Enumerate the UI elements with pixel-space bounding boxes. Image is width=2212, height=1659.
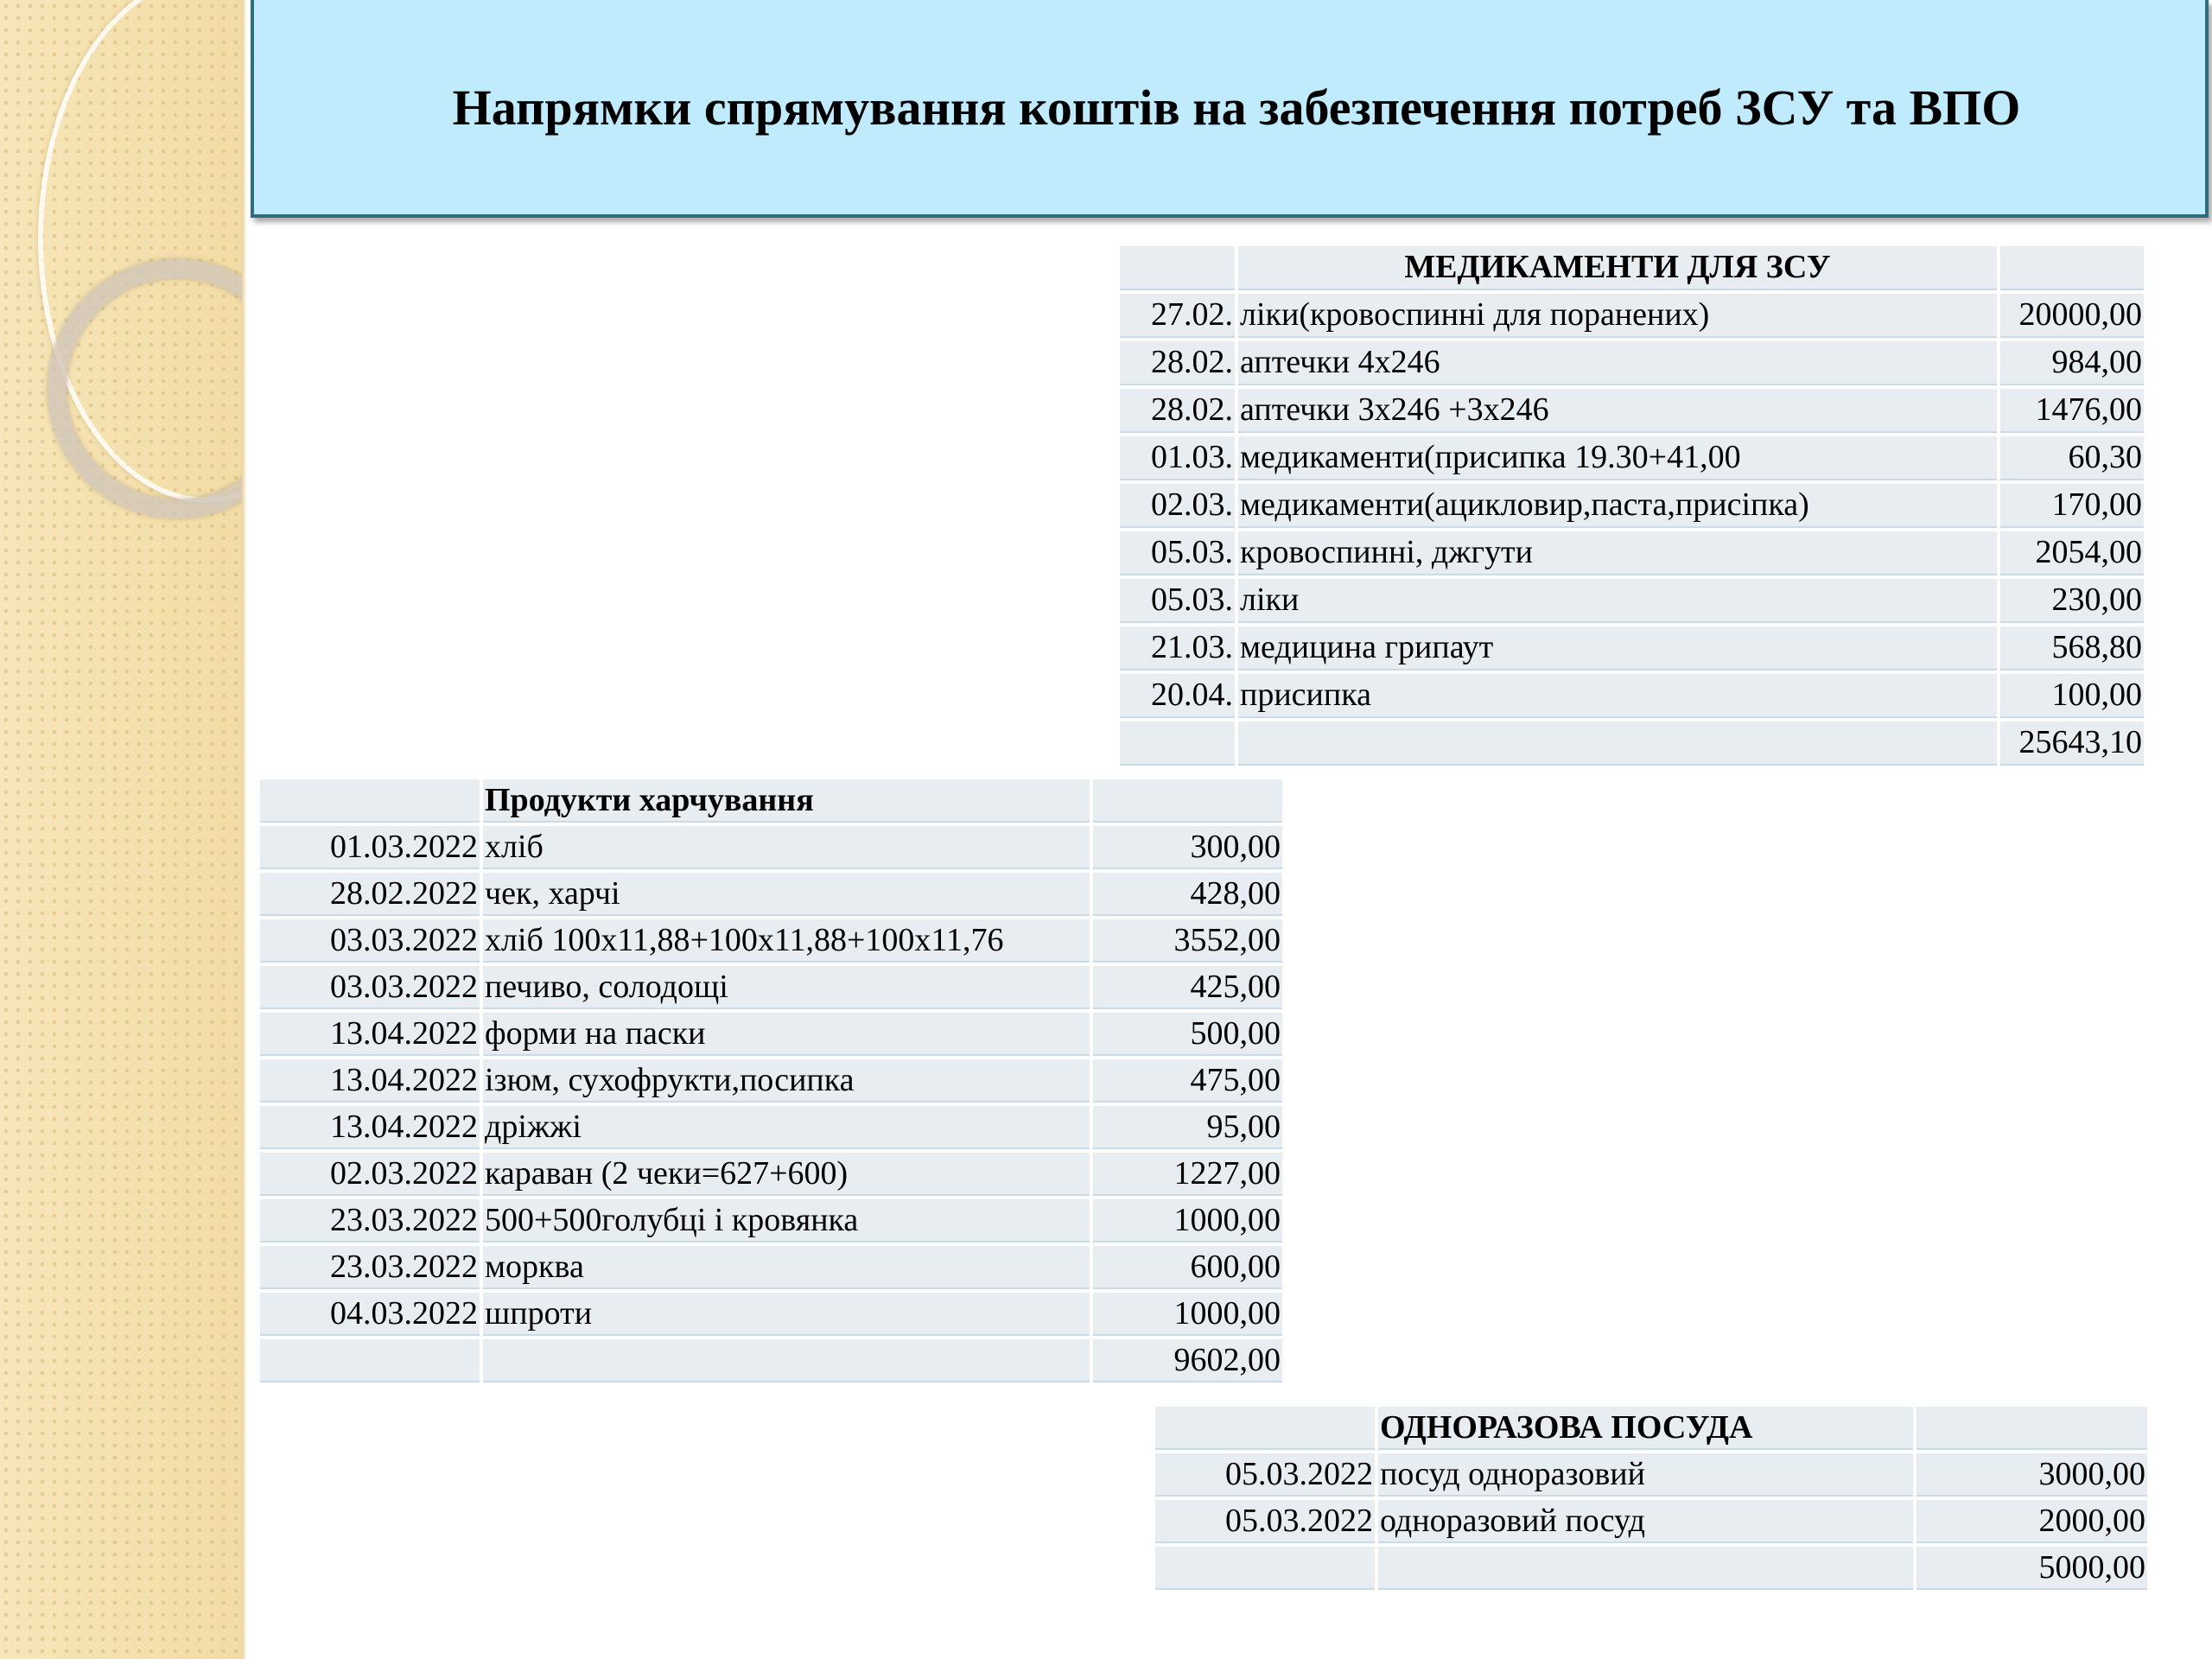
amount-cell: 3000,00 [1916,1453,2147,1497]
date-cell: 05.03. [1120,531,1235,575]
amount-cell: 170,00 [2000,484,2144,528]
header-cell [1916,1407,2147,1450]
table-row [1120,436,2144,480]
date-cell: 20.04. [1120,674,1235,718]
table-row [1120,674,2144,718]
table-header-row [1120,246,2144,290]
date-cell: 23.03.2022 [260,1199,480,1243]
date-cell: 13.04.2022 [260,1013,480,1056]
food-total: 9602,00 [1093,1339,1282,1382]
amount-cell: 230,00 [2000,579,2144,623]
date-cell: 05.03. [1120,579,1235,623]
table-row [1120,389,2144,433]
header-cell [260,779,480,823]
table-row [1120,341,2144,385]
table-row [1120,579,2144,623]
amount-cell: 60,30 [2000,436,2144,480]
item-cell: аптечки 3х246 +3х246 [1238,389,1997,433]
title-box [251,0,2209,218]
table-row [260,1013,1282,1056]
table-row [1155,1453,2147,1497]
total-row [260,1339,1282,1382]
date-cell: 03.03.2022 [260,919,480,963]
dishes-header: ОДНОРАЗОВА ПОСУДА [1378,1407,1913,1450]
item-cell: одноразовий посуд [1378,1500,1913,1543]
table-row [260,1106,1282,1149]
date-cell: 04.03.2022 [260,1293,480,1336]
header-cell [1120,246,1235,290]
table-row [260,966,1282,1009]
amount-cell: 984,00 [2000,341,2144,385]
date-cell: 28.02. [1120,341,1235,385]
dishes-total: 5000,00 [1916,1547,2147,1590]
empty-cell [1238,721,1997,766]
food-header: Продукти харчування [483,779,1090,823]
header-cell [2000,246,2144,290]
date-cell: 05.03.2022 [1155,1453,1375,1497]
table-row [260,1059,1282,1103]
date-cell: 21.03. [1120,626,1235,671]
amount-cell: 2054,00 [2000,531,2144,575]
amount-cell: 95,00 [1093,1106,1282,1149]
amount-cell: 1000,00 [1093,1293,1282,1336]
table-row [1155,1500,2147,1543]
item-cell: чек, харчі [483,873,1090,916]
amount-cell: 475,00 [1093,1059,1282,1103]
amount-cell: 300,00 [1093,826,1282,869]
amount-cell: 425,00 [1093,966,1282,1009]
table-row [260,1246,1282,1289]
header-cell [1093,779,1282,823]
item-cell: посуд одноразовий [1378,1453,1913,1497]
table-row [1120,294,2144,338]
item-cell: ліки [1238,579,1997,623]
empty-cell [483,1339,1090,1382]
date-cell: 02.03.2022 [260,1153,480,1196]
empty-cell [260,1339,480,1382]
item-cell: медицина грипаут [1238,626,1997,671]
amount-cell: 500,00 [1093,1013,1282,1056]
date-cell: 28.02.2022 [260,873,480,916]
date-cell: 27.02. [1120,294,1235,338]
slide-title: Напрямки спрямування коштів на забезпечення потреб ЗСУ та ВПО [452,79,2021,136]
amount-cell: 2000,00 [1916,1500,2147,1543]
item-cell: дріжжі [483,1106,1090,1149]
item-cell: ліки(кровоспинні для поранених) [1238,294,1997,338]
item-cell: шпроти [483,1293,1090,1336]
date-cell: 05.03.2022 [1155,1500,1375,1543]
date-cell: 03.03.2022 [260,966,480,1009]
total-row [1120,721,2144,766]
item-cell: караван (2 чеки=627+600) [483,1153,1090,1196]
amount-cell: 568,80 [2000,626,2144,671]
item-cell: медикаменти(ацикловир,паста,присіпка) [1238,484,1997,528]
table-row [260,826,1282,869]
date-cell: 01.03.2022 [260,826,480,869]
table-row [1120,531,2144,575]
amount-cell: 100,00 [2000,674,2144,718]
table-header-row [260,779,1282,823]
medicines-total: 25643,10 [2000,721,2144,766]
amount-cell: 1476,00 [2000,389,2144,433]
medicines-header: МЕДИКАМЕНТИ ДЛЯ ЗСУ [1238,246,1997,290]
table-row [260,919,1282,963]
date-cell: 02.03. [1120,484,1235,528]
amount-cell: 428,00 [1093,873,1282,916]
food-table [257,776,1286,1386]
date-cell: 13.04.2022 [260,1059,480,1103]
table-row [1120,484,2144,528]
table-row [260,873,1282,916]
decorative-side-strip [0,0,245,1659]
date-cell: 01.03. [1120,436,1235,480]
medicines-table [1116,243,2147,769]
item-cell: медикаменти(присипка 19.30+41,00 [1238,436,1997,480]
header-cell [1155,1407,1375,1450]
date-cell: 28.02. [1120,389,1235,433]
empty-cell [1378,1547,1913,1590]
item-cell: хліб [483,826,1090,869]
item-cell: кровоспинні, джгути [1238,531,1997,575]
amount-cell: 600,00 [1093,1246,1282,1289]
amount-cell: 3552,00 [1093,919,1282,963]
dishes-table [1152,1403,2151,1593]
item-cell: 500+500голубці і кровянка [483,1199,1090,1243]
total-row [1155,1547,2147,1590]
table-row [1120,626,2144,671]
side-strip-edge [242,0,247,1659]
empty-cell [1120,721,1235,766]
table-row [260,1293,1282,1336]
item-cell: аптечки 4х246 [1238,341,1997,385]
amount-cell: 1227,00 [1093,1153,1282,1196]
amount-cell: 20000,00 [2000,294,2144,338]
table-row [260,1153,1282,1196]
item-cell: печиво, солодощі [483,966,1090,1009]
item-cell: форми на паски [483,1013,1090,1056]
amount-cell: 1000,00 [1093,1199,1282,1243]
empty-cell [1155,1547,1375,1590]
item-cell: присипка [1238,674,1997,718]
table-header-row [1155,1407,2147,1450]
date-cell: 13.04.2022 [260,1106,480,1149]
table-row [260,1199,1282,1243]
item-cell: морква [483,1246,1090,1289]
date-cell: 23.03.2022 [260,1246,480,1289]
item-cell: ізюм, сухофрукти,посипка [483,1059,1090,1103]
item-cell: хліб 100х11,88+100х11,88+100х11,76 [483,919,1090,963]
